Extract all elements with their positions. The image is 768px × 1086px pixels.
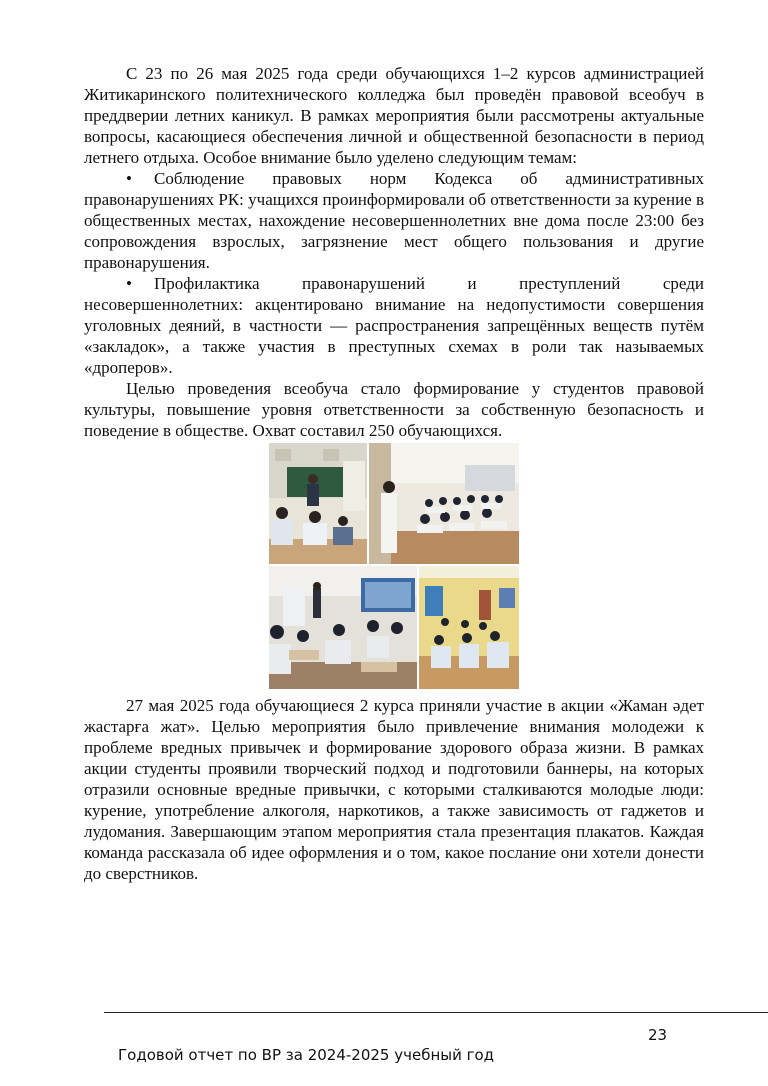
paragraph-legal-education: С 23 по 26 мая 2025 года среди обучающихся 1–2 курсов администрацией Житикаринского политехнического колледжа был проведён правовой всеобуч в преддверии летних каникул. В рамках мероприятия были рассмотрены актуальные вопросы, касающиеся обеспечения личной и общественной безопасности в период летнего отдыха. Особое внимание было уделено следующим темам: — [84, 64, 704, 167]
photo-students-at-desks — [269, 566, 417, 689]
document-body — [84, 63, 704, 884]
bullet-marker: • — [126, 274, 132, 293]
paragraph-campaign: 27 мая 2025 года обучающиеся 2 курса приняли участие в акции «Жаман әдет жастарға жат». Целью мероприятия было привлечение внимания молодежи к проблеме вредных привычек и формирование здорового образа жизни. В рамках акции студенты проявили творческий подход и подготовили баннеры, на которых отразили основные вредные привычки, с которыми сталкиваются молодые люди: курение, употребление алкоголя, наркотиков, а также зависимость от гаджетов и лудомания. Завершающим этапом мероприятия стала презентация плакатов. Каждая команда рассказала об идее оформления и о том, какое послание они хотели донести до сверстников. — [84, 696, 704, 883]
bullet-text: Соблюдение правовых норм Кодекса об административных правонарушениях РК: учащихся проинформировали об ответственности за курение в общественных местах, нахождение несовершеннолетних вне дома после 23:00 без сопровождения взрослых, загрязнение мест общего пользования и другие правонарушения. — [84, 169, 704, 272]
photo-classroom-students — [369, 443, 519, 564]
photo-yellow-classroom — [419, 566, 519, 689]
bullet-marker: • — [126, 169, 132, 188]
page-number: 23 — [648, 1026, 668, 1044]
paragraph-goal: Целью проведения всеобуча стало формирование у студентов правовой культуры, повышение уровня ответственности за собственную безопасность и поведение в обществе. Охват составил 250 обучающихся. — [84, 379, 704, 440]
bullet-text: Профилактика правонарушений и преступлений среди несовершеннолетних: акцентировано внимание на недопустимости совершения уголовных деяний, в частности — распространения запрещённых веществ путём «закладок», а также участия в преступных схемах в роли так называемых «дроперов». — [84, 274, 704, 377]
bullet-item-crime-prevention — [84, 273, 704, 378]
photo-collage — [269, 443, 519, 689]
footer-title: Годовой отчет по ВР за 2024-2025 учебный год — [118, 1046, 495, 1064]
footer-divider — [104, 1012, 768, 1013]
photo-classroom-lecture — [269, 443, 367, 564]
bullet-item-administrative-code — [84, 168, 704, 273]
